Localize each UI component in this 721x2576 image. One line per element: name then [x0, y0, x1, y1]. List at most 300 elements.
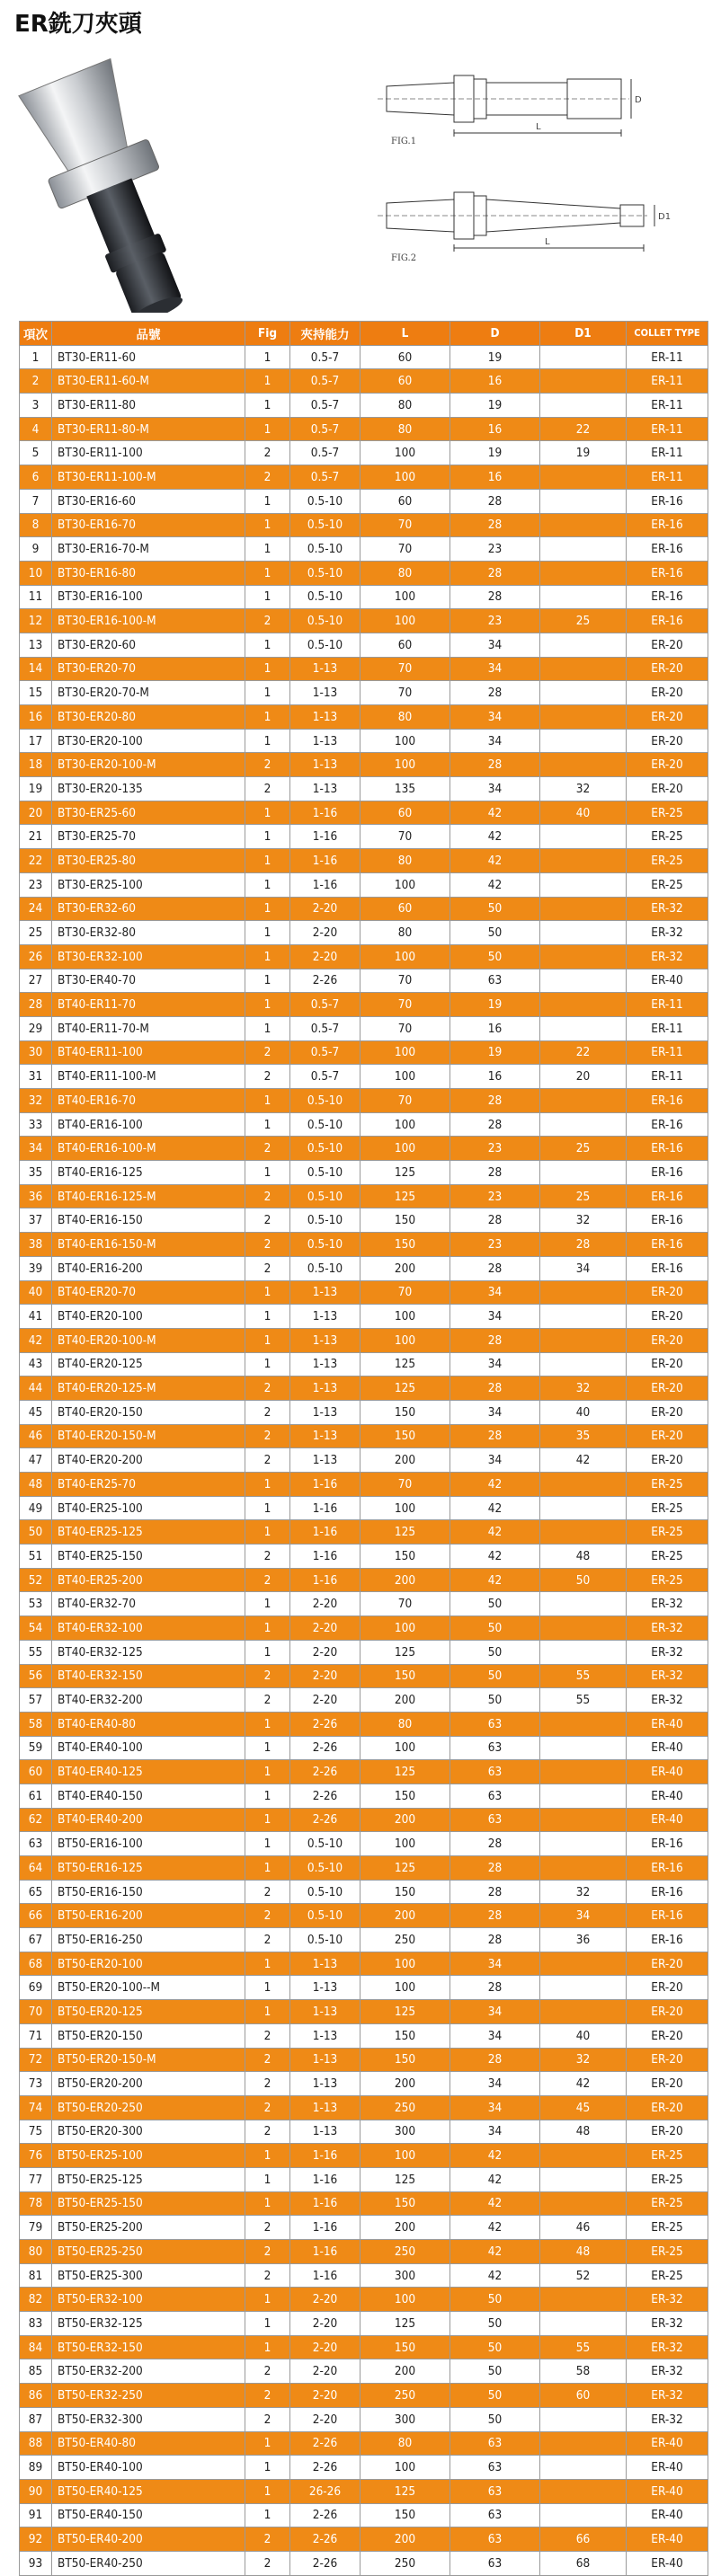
- cell-D: 63: [450, 1808, 540, 1832]
- cell-fig: 1: [245, 2335, 290, 2359]
- cell-item-no: 75: [20, 2120, 52, 2144]
- cell-item-no: 66: [20, 1904, 52, 1928]
- cell-item-no: 41: [20, 1305, 52, 1329]
- cell-D1: [540, 394, 627, 418]
- cell-item-no: 40: [20, 1280, 52, 1305]
- cell-collet-type: ER-25: [627, 2191, 708, 2216]
- cell-D: 63: [450, 2431, 540, 2456]
- cell-D: 28: [450, 1976, 540, 2000]
- cell-D: 16: [450, 1065, 540, 1089]
- cell-collet-type: ER-11: [627, 369, 708, 394]
- cell-fig: 2: [245, 1233, 290, 1257]
- table-row: [20, 1928, 708, 1952]
- cell-collet-type: ER-40: [627, 2503, 708, 2527]
- cell-L: 150: [360, 1880, 450, 1904]
- cell-collet-type: ER-20: [627, 1305, 708, 1329]
- cell-fig: 1: [245, 897, 290, 921]
- table-row: [20, 394, 708, 418]
- cell-item-no: 20: [20, 801, 52, 825]
- cell-fig: 1: [245, 921, 290, 945]
- cell-collet-type: ER-32: [627, 2335, 708, 2359]
- cell-clamp-range: 2-26: [290, 1736, 360, 1760]
- cell-D1: [540, 1496, 627, 1520]
- cell-clamp-range: 0.5-10: [290, 1928, 360, 1952]
- cell-collet-type: ER-32: [627, 944, 708, 969]
- cell-D: 50: [450, 2407, 540, 2431]
- cell-D: 50: [450, 2384, 540, 2408]
- cell-clamp-range: 2-26: [290, 1808, 360, 1832]
- cell-collet-type: ER-20: [627, 1400, 708, 1424]
- cell-clamp-range: 2-20: [290, 2407, 360, 2431]
- cell-part-no: BT50-ER20-250: [52, 2095, 245, 2120]
- cell-clamp-range: 1-13: [290, 2072, 360, 2096]
- table-row: [20, 2216, 708, 2240]
- cell-L: 100: [360, 1736, 450, 1760]
- cell-clamp-range: 1-13: [290, 681, 360, 705]
- cell-clamp-range: 0.5-10: [290, 1184, 360, 1208]
- cell-fig: 1: [245, 1760, 290, 1784]
- cell-clamp-range: 1-13: [290, 1952, 360, 1976]
- table-row: [20, 1520, 708, 1545]
- cell-part-no: BT40-ER25-200: [52, 1568, 245, 1592]
- cell-clamp-range: 1-13: [290, 1424, 360, 1448]
- cell-D1: 55: [540, 2335, 627, 2359]
- table-row: [20, 1545, 708, 1569]
- cell-part-no: BT50-ER20-150-M: [52, 2048, 245, 2072]
- cell-collet-type: ER-20: [627, 633, 708, 657]
- table-row: [20, 1568, 708, 1592]
- cell-part-no: BT50-ER20-100--M: [52, 1976, 245, 2000]
- cell-D1: [540, 921, 627, 945]
- cell-D: 42: [450, 849, 540, 873]
- cell-fig: 2: [245, 753, 290, 777]
- cell-L: 100: [360, 585, 450, 609]
- cell-item-no: 36: [20, 1184, 52, 1208]
- cell-fig: 1: [245, 2000, 290, 2024]
- cell-D1: [540, 1305, 627, 1329]
- table-row: [20, 345, 708, 369]
- cell-D1: [540, 1976, 627, 2000]
- cell-part-no: BT40-ER32-70: [52, 1592, 245, 1616]
- cell-D1: [540, 681, 627, 705]
- cell-part-no: BT40-ER16-70: [52, 1089, 245, 1113]
- cell-D: 28: [450, 1856, 540, 1881]
- cell-D: 50: [450, 897, 540, 921]
- cell-collet-type: ER-20: [627, 2023, 708, 2048]
- cell-clamp-range: 0.5-7: [290, 1016, 360, 1040]
- cell-D: 34: [450, 1400, 540, 1424]
- cell-D1: [540, 2503, 627, 2527]
- cell-D1: 32: [540, 2048, 627, 2072]
- cell-clamp-range: 1-16: [290, 825, 360, 849]
- table-row: [20, 513, 708, 537]
- cell-L: 60: [360, 369, 450, 394]
- cell-D: 50: [450, 921, 540, 945]
- cell-part-no: BT50-ER32-300: [52, 2407, 245, 2431]
- cell-L: 70: [360, 1089, 450, 1113]
- cell-clamp-range: 0.5-10: [290, 609, 360, 633]
- cell-fig: 1: [245, 681, 290, 705]
- cell-D: 42: [450, 1568, 540, 1592]
- table-row: [20, 944, 708, 969]
- table-row: [20, 2551, 708, 2575]
- fig1-dim-D: D: [635, 95, 642, 105]
- cell-collet-type: ER-20: [627, 1280, 708, 1305]
- cell-fig: 2: [245, 2384, 290, 2408]
- cell-part-no: BT40-ER16-125-M: [52, 1184, 245, 1208]
- cell-L: 135: [360, 777, 450, 801]
- cell-clamp-range: 0.5-7: [290, 441, 360, 465]
- cell-item-no: 29: [20, 1016, 52, 1040]
- cell-L: 60: [360, 801, 450, 825]
- cell-item-no: 56: [20, 1664, 52, 1688]
- cell-D1: [540, 537, 627, 562]
- cell-D: 63: [450, 2503, 540, 2527]
- cell-fig: 1: [245, 872, 290, 897]
- cell-item-no: 68: [20, 1952, 52, 1976]
- cell-item-no: 60: [20, 1760, 52, 1784]
- cell-D: 34: [450, 2000, 540, 2024]
- table-row: [20, 753, 708, 777]
- cell-item-no: 34: [20, 1137, 52, 1161]
- table-row: [20, 2384, 708, 2408]
- table-row: [20, 417, 708, 441]
- cell-D: 34: [450, 1305, 540, 1329]
- table-row: [20, 1161, 708, 1185]
- cell-item-no: 23: [20, 872, 52, 897]
- cell-fig: 1: [245, 1832, 290, 1856]
- cell-L: 150: [360, 1424, 450, 1448]
- cell-collet-type: ER-25: [627, 1568, 708, 1592]
- cell-part-no: BT40-ER16-100: [52, 1112, 245, 1137]
- cell-L: 100: [360, 1496, 450, 1520]
- cell-item-no: 38: [20, 1233, 52, 1257]
- cell-D: 42: [450, 825, 540, 849]
- cell-D: 42: [450, 872, 540, 897]
- cell-part-no: BT40-ER40-200: [52, 1808, 245, 1832]
- table-row: [20, 1089, 708, 1113]
- cell-item-no: 30: [20, 1040, 52, 1065]
- table-row: [20, 2120, 708, 2144]
- cell-collet-type: ER-20: [627, 1328, 708, 1352]
- cell-part-no: BT50-ER20-200: [52, 2072, 245, 2096]
- cell-collet-type: ER-40: [627, 2479, 708, 2503]
- cell-D: 42: [450, 2216, 540, 2240]
- table-row: [20, 705, 708, 730]
- cell-clamp-range: 2-26: [290, 2431, 360, 2456]
- cell-part-no: BT50-ER32-200: [52, 2359, 245, 2384]
- cell-clamp-range: 2-20: [290, 1664, 360, 1688]
- cell-L: 150: [360, 1545, 450, 1569]
- cell-clamp-range: 2-26: [290, 969, 360, 993]
- cell-item-no: 1: [20, 345, 52, 369]
- cell-part-no: BT40-ER11-100-M: [52, 1065, 245, 1089]
- cell-item-no: 92: [20, 2527, 52, 2552]
- table-row: [20, 1856, 708, 1881]
- cell-D1: [540, 1161, 627, 1185]
- fig2-dim-L: L: [545, 237, 550, 247]
- cell-L: 250: [360, 2384, 450, 2408]
- cell-collet-type: ER-25: [627, 2144, 708, 2168]
- cell-part-no: BT30-ER20-70: [52, 657, 245, 681]
- cell-clamp-range: 0.5-7: [290, 1040, 360, 1065]
- cell-L: 200: [360, 2359, 450, 2384]
- cell-D1: 25: [540, 609, 627, 633]
- cell-part-no: BT50-ER40-250: [52, 2551, 245, 2575]
- cell-D1: [540, 657, 627, 681]
- cell-clamp-range: 1-16: [290, 2240, 360, 2264]
- cell-collet-type: ER-16: [627, 489, 708, 513]
- table-row: [20, 2000, 708, 2024]
- cell-L: 100: [360, 1952, 450, 1976]
- cell-D: 28: [450, 1208, 540, 1233]
- cell-D1: 34: [540, 1256, 627, 1280]
- cell-fig: 1: [245, 537, 290, 562]
- spec-table: [19, 321, 708, 2576]
- cell-fig: 2: [245, 1688, 290, 1713]
- cell-fig: 2: [245, 2359, 290, 2384]
- cell-D1: 52: [540, 2263, 627, 2288]
- cell-item-no: 51: [20, 1545, 52, 1569]
- fig1-label: FIG.1: [391, 137, 417, 146]
- cell-item-no: 45: [20, 1400, 52, 1424]
- cell-D: 63: [450, 1760, 540, 1784]
- cell-item-no: 73: [20, 2072, 52, 2096]
- cell-D: 34: [450, 705, 540, 730]
- table-row: [20, 2191, 708, 2216]
- cell-fig: 1: [245, 1089, 290, 1113]
- cell-L: 80: [360, 561, 450, 585]
- cell-L: 70: [360, 1592, 450, 1616]
- table-row: [20, 1208, 708, 1233]
- cell-fig: 1: [245, 1496, 290, 1520]
- cell-L: 125: [360, 1377, 450, 1401]
- cell-L: 70: [360, 825, 450, 849]
- cell-item-no: 44: [20, 1377, 52, 1401]
- cell-item-no: 10: [20, 561, 52, 585]
- cell-D1: 19: [540, 441, 627, 465]
- cell-D1: [540, 513, 627, 537]
- cell-part-no: BT40-ER25-125: [52, 1520, 245, 1545]
- cell-item-no: 70: [20, 2000, 52, 2024]
- cell-item-no: 69: [20, 1976, 52, 2000]
- cell-L: 150: [360, 2048, 450, 2072]
- cell-clamp-range: 1-16: [290, 2144, 360, 2168]
- cell-collet-type: ER-20: [627, 753, 708, 777]
- table-row: [20, 561, 708, 585]
- table-row: [20, 1352, 708, 1377]
- cell-clamp-range: 2-20: [290, 897, 360, 921]
- cell-fig: 1: [245, 1616, 290, 1641]
- cell-part-no: BT40-ER32-100: [52, 1616, 245, 1641]
- cell-part-no: BT50-ER20-150: [52, 2023, 245, 2048]
- cell-fig: 1: [245, 1520, 290, 1545]
- table-row: [20, 2072, 708, 2096]
- cell-fig: 1: [245, 585, 290, 609]
- cell-clamp-range: 1-16: [290, 1545, 360, 1569]
- cell-L: 200: [360, 2216, 450, 2240]
- cell-fig: 1: [245, 2191, 290, 2216]
- fig1-dim-L: L: [536, 122, 541, 132]
- cell-D1: [540, 1760, 627, 1784]
- cell-part-no: BT30-ER16-70: [52, 513, 245, 537]
- cell-D1: [540, 1352, 627, 1377]
- cell-clamp-range: 0.5-10: [290, 1089, 360, 1113]
- cell-part-no: BT50-ER25-150: [52, 2191, 245, 2216]
- cell-item-no: 32: [20, 1089, 52, 1113]
- cell-part-no: BT30-ER25-100: [52, 872, 245, 897]
- cell-L: 70: [360, 969, 450, 993]
- cell-clamp-range: 1-13: [290, 1400, 360, 1424]
- cell-collet-type: ER-16: [627, 1233, 708, 1257]
- cell-clamp-range: 1-13: [290, 1377, 360, 1401]
- cell-clamp-range: 1-13: [290, 2120, 360, 2144]
- table-row: [20, 2023, 708, 2048]
- cell-fig: 2: [245, 1545, 290, 1569]
- cell-D1: 42: [540, 1448, 627, 1473]
- cell-collet-type: ER-16: [627, 1256, 708, 1280]
- cell-L: 80: [360, 849, 450, 873]
- cell-fig: 1: [245, 1952, 290, 1976]
- cell-D1: [540, 2456, 627, 2480]
- cell-clamp-range: 2-26: [290, 1712, 360, 1736]
- table-row: [20, 1137, 708, 1161]
- header-item-no: 項次: [20, 322, 52, 346]
- cell-L: 300: [360, 2263, 450, 2288]
- cell-item-no: 8: [20, 513, 52, 537]
- cell-fig: 2: [245, 2095, 290, 2120]
- cell-item-no: 54: [20, 1616, 52, 1641]
- cell-D1: [540, 2167, 627, 2191]
- cell-collet-type: ER-11: [627, 1065, 708, 1089]
- table-row: [20, 1448, 708, 1473]
- cell-item-no: 83: [20, 2312, 52, 2336]
- cell-D: 50: [450, 2312, 540, 2336]
- cell-part-no: BT40-ER11-70: [52, 993, 245, 1017]
- cell-collet-type: ER-16: [627, 1880, 708, 1904]
- cell-part-no: BT40-ER32-150: [52, 1664, 245, 1688]
- cell-clamp-range: 0.5-7: [290, 993, 360, 1017]
- cell-part-no: BT50-ER16-250: [52, 1928, 245, 1952]
- cell-L: 200: [360, 1808, 450, 1832]
- cell-L: 70: [360, 1280, 450, 1305]
- cell-collet-type: ER-11: [627, 465, 708, 490]
- cell-clamp-range: 0.5-10: [290, 1880, 360, 1904]
- cell-clamp-range: 0.5-10: [290, 1137, 360, 1161]
- cell-D: 19: [450, 394, 540, 418]
- cell-fig: 2: [245, 1065, 290, 1089]
- cell-clamp-range: 2-20: [290, 1688, 360, 1713]
- cell-part-no: BT50-ER16-100: [52, 1832, 245, 1856]
- cell-part-no: BT40-ER20-125-M: [52, 1377, 245, 1401]
- cell-fig: 2: [245, 1256, 290, 1280]
- cell-part-no: BT30-ER25-70: [52, 825, 245, 849]
- cell-item-no: 35: [20, 1161, 52, 1185]
- cell-item-no: 57: [20, 1688, 52, 1713]
- cell-part-no: BT40-ER11-100: [52, 1040, 245, 1065]
- cell-fig: 2: [245, 1137, 290, 1161]
- table-row: [20, 2335, 708, 2359]
- cell-item-no: 80: [20, 2240, 52, 2264]
- header-D1: D1: [540, 322, 627, 346]
- table-row: [20, 1904, 708, 1928]
- cell-L: 200: [360, 1904, 450, 1928]
- cell-clamp-range: 2-26: [290, 1784, 360, 1808]
- cell-clamp-range: 2-20: [290, 2335, 360, 2359]
- cell-D1: [540, 2144, 627, 2168]
- cell-collet-type: ER-40: [627, 2527, 708, 2552]
- cell-clamp-range: 0.5-10: [290, 585, 360, 609]
- cell-D1: 46: [540, 2216, 627, 2240]
- cell-D: 34: [450, 2095, 540, 2120]
- cell-D: 23: [450, 609, 540, 633]
- table-row: [20, 872, 708, 897]
- cell-part-no: BT40-ER11-70-M: [52, 1016, 245, 1040]
- cell-part-no: BT30-ER20-135: [52, 777, 245, 801]
- cell-L: 150: [360, 1664, 450, 1688]
- cell-part-no: BT40-ER16-200: [52, 1256, 245, 1280]
- cell-D1: 32: [540, 1880, 627, 1904]
- cell-item-no: 27: [20, 969, 52, 993]
- cell-D: 42: [450, 2167, 540, 2191]
- cell-D1: [540, 1112, 627, 1137]
- table-row: [20, 2048, 708, 2072]
- cell-clamp-range: 0.5-10: [290, 1208, 360, 1233]
- cell-L: 70: [360, 657, 450, 681]
- cell-D: 28: [450, 2048, 540, 2072]
- table-row: [20, 585, 708, 609]
- table-row: [20, 1256, 708, 1280]
- table-row: [20, 1377, 708, 1401]
- cell-fig: 2: [245, 609, 290, 633]
- cell-clamp-range: 1-13: [290, 2023, 360, 2048]
- cell-D1: 34: [540, 1904, 627, 1928]
- cell-D1: 32: [540, 1377, 627, 1401]
- table-row: [20, 2359, 708, 2384]
- cell-item-no: 11: [20, 585, 52, 609]
- cell-clamp-range: 2-20: [290, 2312, 360, 2336]
- cell-fig: 1: [245, 1976, 290, 2000]
- cell-fig: 1: [245, 1112, 290, 1137]
- table-row: [20, 825, 708, 849]
- cell-collet-type: ER-20: [627, 1377, 708, 1401]
- cell-part-no: BT50-ER32-150: [52, 2335, 245, 2359]
- cell-D1: 55: [540, 1688, 627, 1713]
- cell-item-no: 19: [20, 777, 52, 801]
- cell-clamp-range: 26-26: [290, 2479, 360, 2503]
- cell-D: 63: [450, 2456, 540, 2480]
- cell-part-no: BT50-ER20-300: [52, 2120, 245, 2144]
- cell-D1: [540, 2191, 627, 2216]
- cell-clamp-range: 0.5-10: [290, 1832, 360, 1856]
- cell-clamp-range: 2-26: [290, 2527, 360, 2552]
- cell-D1: [540, 1328, 627, 1352]
- cell-L: 70: [360, 1473, 450, 1497]
- cell-part-no: BT50-ER40-80: [52, 2431, 245, 2456]
- product-illustration: [0, 43, 721, 313]
- cell-D1: [540, 729, 627, 753]
- cell-L: 60: [360, 897, 450, 921]
- table-row: [20, 801, 708, 825]
- cell-part-no: BT40-ER25-150: [52, 1545, 245, 1569]
- cell-D1: [540, 585, 627, 609]
- table-row: [20, 993, 708, 1017]
- cell-D1: [540, 2288, 627, 2312]
- cell-D: 16: [450, 1016, 540, 1040]
- cell-L: 250: [360, 1928, 450, 1952]
- cell-D: 42: [450, 1520, 540, 1545]
- cell-fig: 2: [245, 777, 290, 801]
